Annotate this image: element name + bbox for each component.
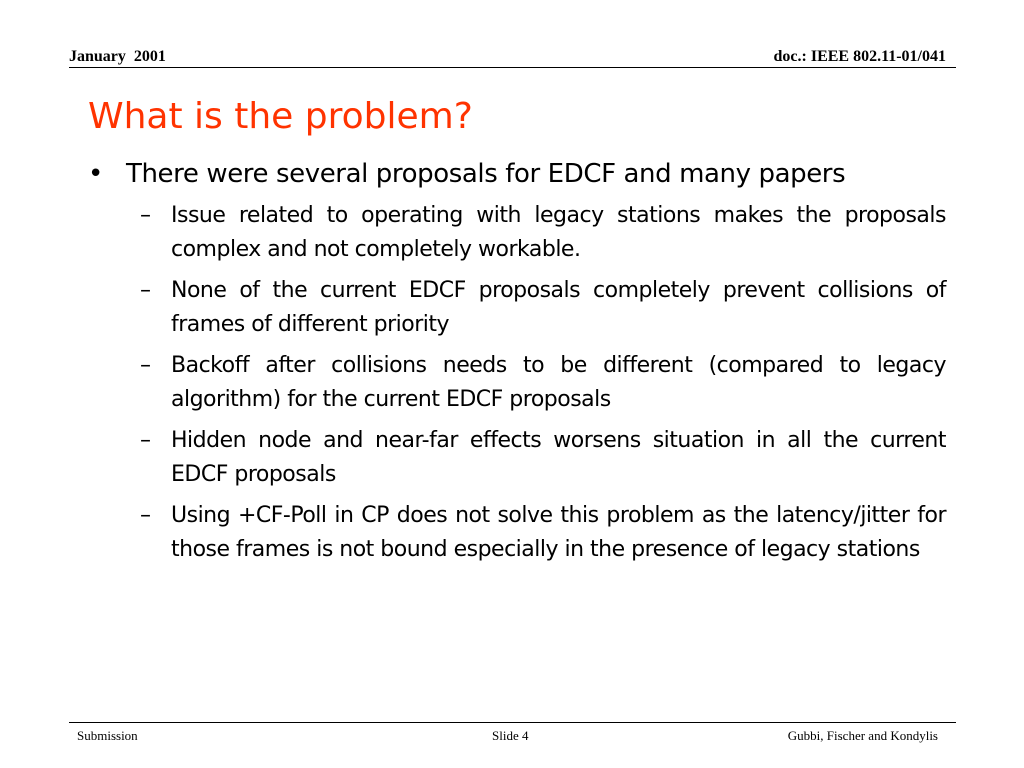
sub-bullet-text: Hidden node and near-far effects worsens situation in all the current EDCF proposals <box>171 428 946 487</box>
sub-bullet-marker: – <box>140 353 151 378</box>
sub-bullet-marker: – <box>140 503 151 528</box>
sub-bullet-item <box>88 349 946 417</box>
sub-bullet-item <box>88 274 946 342</box>
bullet-marker: • <box>88 159 103 189</box>
header-date: January 2001 <box>69 48 166 65</box>
sub-bullet-text: Issue related to operating with legacy stations makes the proposals complex and not completely workable. <box>171 203 946 262</box>
footer-rule <box>69 722 956 723</box>
bullet-item <box>88 156 946 193</box>
sub-bullet-text: None of the current EDCF proposals completely prevent collisions of frames of different priority <box>171 278 946 337</box>
sub-bullet-marker: – <box>140 278 151 303</box>
sub-bullet-text: Backoff after collisions needs to be different (compared to legacy algorithm) for the current EDCF proposals <box>171 353 946 412</box>
sub-bullet-list <box>88 199 946 567</box>
sub-bullet-marker: – <box>140 428 151 453</box>
bullet-text: There were several proposals for EDCF and many papers <box>126 159 846 189</box>
footer-submission: Submission <box>77 728 138 743</box>
sub-bullet-text: Using +CF-Poll in CP does not solve this problem as the latency/jitter for those frames is not bound especially in the presence of legacy stations <box>171 503 946 562</box>
sub-bullet-marker: – <box>140 203 151 228</box>
footer-authors: Gubbi, Fischer and Kondylis <box>787 728 938 743</box>
slide-title: What is the problem? <box>88 96 473 137</box>
sub-bullet-item <box>88 199 946 267</box>
slide-body <box>88 156 946 574</box>
footer-slide-number: Slide 4 <box>492 728 529 743</box>
sub-bullet-item <box>88 499 946 567</box>
header-doc-id: doc.: IEEE 802.11-01/041 <box>773 48 946 65</box>
header-rule <box>69 67 956 68</box>
sub-bullet-item <box>88 424 946 492</box>
